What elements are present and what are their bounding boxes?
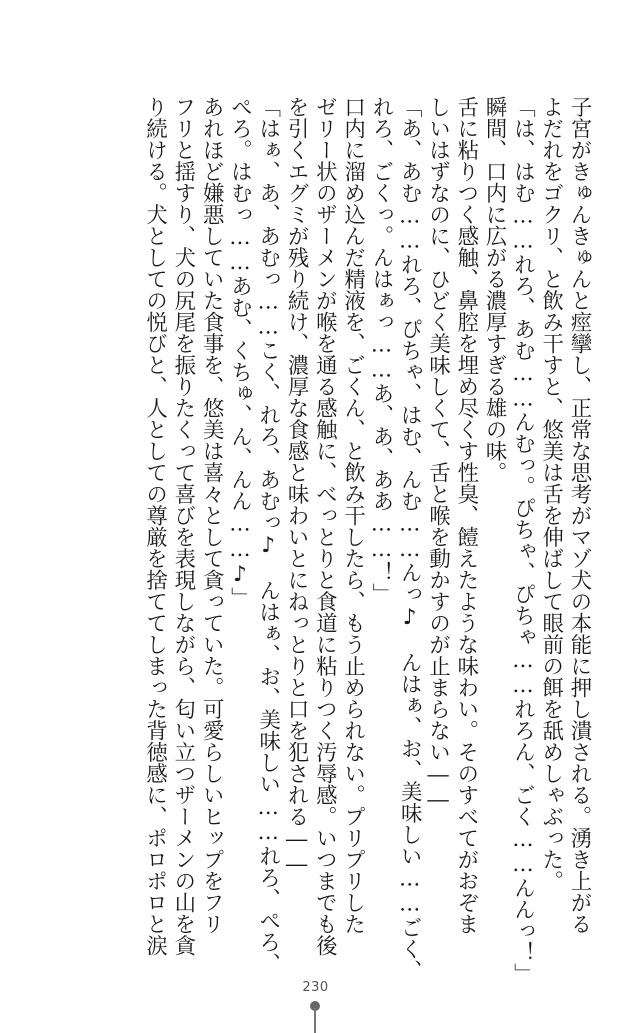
text-line: れろ、ごくっ。んはぁっ……あ、あ、ああ……！」 xyxy=(368,96,394,605)
text-line: 「はぁ、あ、あむっ……こく、れろ、あむっ♪ んはぁ、お、美味しい……れろ、ぺろ、 xyxy=(255,96,281,974)
text-line: 「は、はむ……れろ、あむ……んむっ。ぴちゃ、ぴちゃ……れろん、ごく……んんっ！」 xyxy=(510,96,536,985)
text-line: 瞬間、口内に広がる濃厚すぎる雄の味。 xyxy=(482,96,508,483)
text-line: 口内に溜め込んだ精液を、ごくん、と飲み干したら、もう止められない。プリプリした xyxy=(340,96,366,935)
text-line: り続ける。犬としての悦びと、人としての尊厳を捨ててしまった背徳感に、ポロポロと涙 xyxy=(142,96,168,956)
text-line: しいはずなのに、ひどく美味しくて、舌と喉を動かすのが止まらない―― xyxy=(425,96,451,813)
page-marker-line xyxy=(314,1008,316,1033)
text-line: 「あ、あむ……れろ、ぴちゃ、はむ、んむ……んっ♪ んはぁ、お、美味しい……ごく、 xyxy=(397,96,423,982)
text-line: 子宮がきゅんきゅんと痙攣し、正常な思考がマゾ犬の本能に押し潰される。湧き上がる xyxy=(567,96,592,935)
page-number: 230 xyxy=(302,980,329,995)
text-line: 舌に粘りつく感触、鼻腔を埋め尽くす性臭、饐えたような味わい。そのすべてがおぞま xyxy=(453,96,479,935)
text-line: よだれをゴクリ、と飲み干すと、悠美は舌を伸ばして眼前の餌を舐めしゃぶった。 xyxy=(538,96,564,892)
text-line: あれほど嫌悪していた食事を、悠美は喜々として貪っていた。可愛らしいヒップをフリ xyxy=(199,96,225,935)
text-line: フリと揺すり、犬の尻尾を振りたくって喜びを表現しながら、匂い立つザーメンの山を貪 xyxy=(170,96,196,956)
text-line: ぺろ。はむっ……あむ、くちゅ、ん、んん……♪」 xyxy=(227,96,253,609)
body-text xyxy=(33,96,593,985)
text-line: ゼリー状のザーメンが喉を通る感触に、べっとりと食道に粘りつく汚辱感。いつまでも後 xyxy=(312,96,338,956)
text-line: を引くエグミが残り続け、濃厚な食感と味わいとにねっとりと口を犯される―― xyxy=(284,96,310,878)
